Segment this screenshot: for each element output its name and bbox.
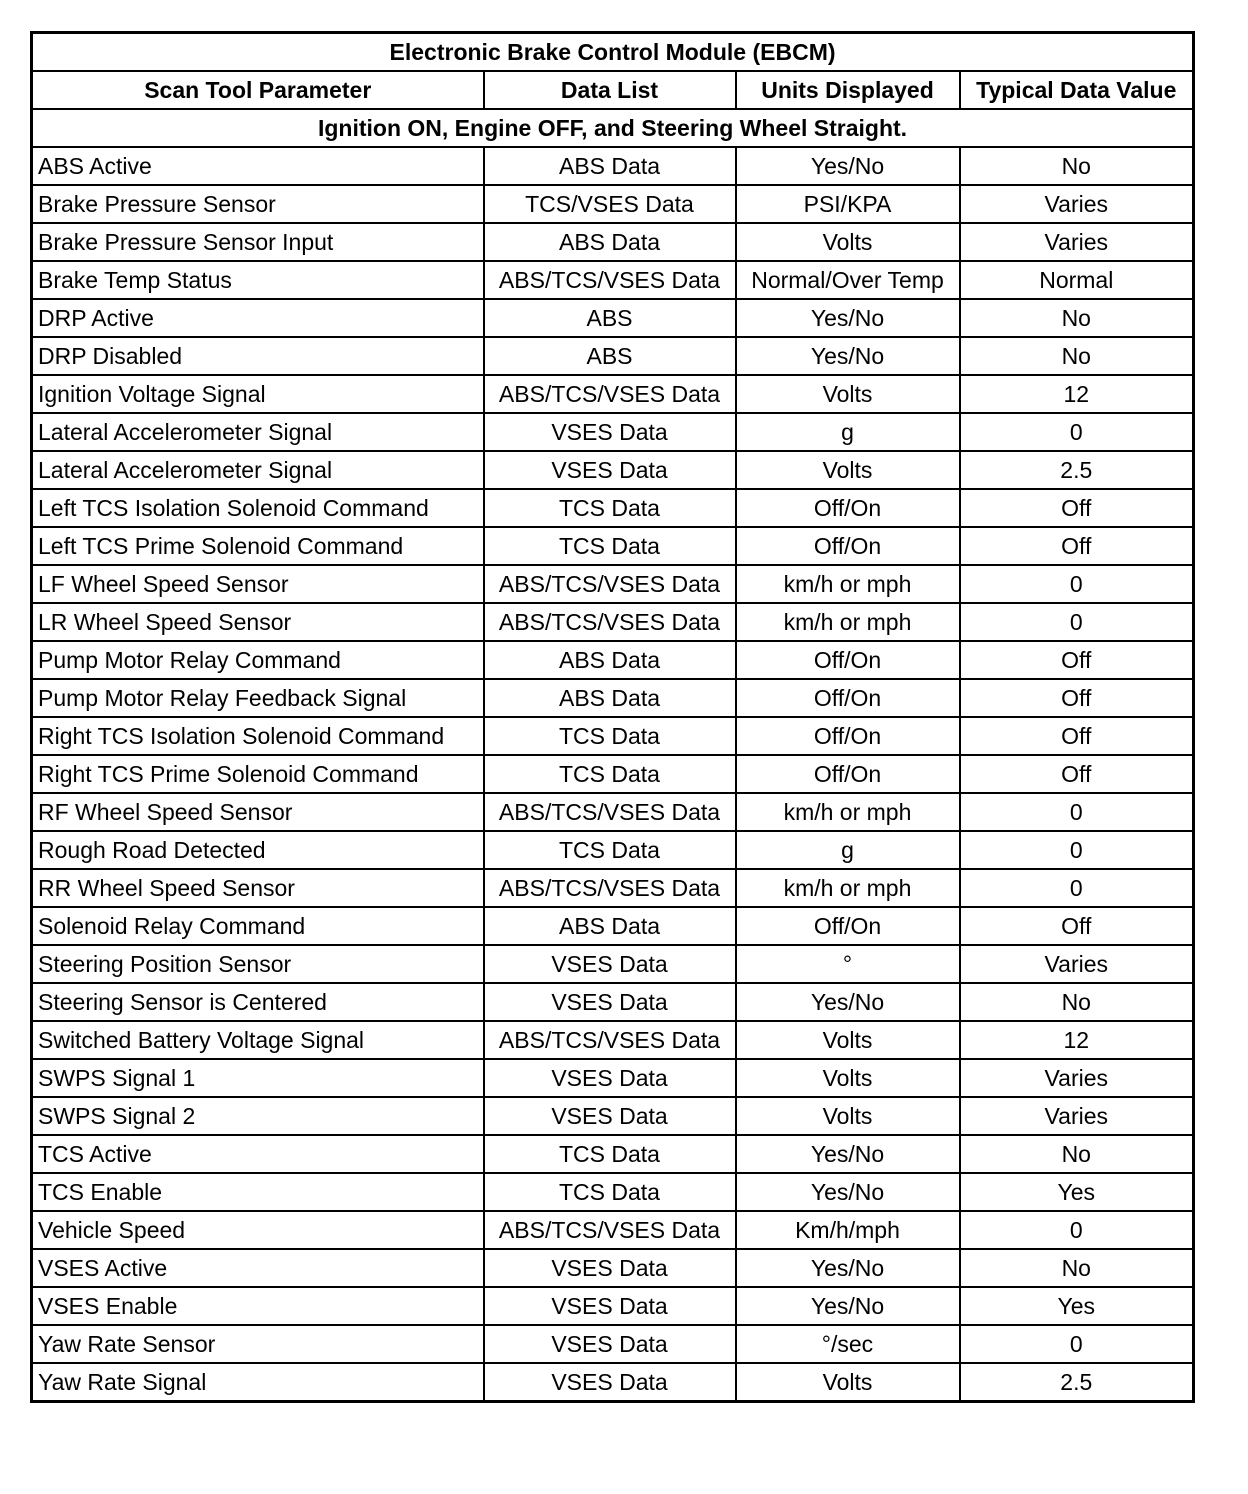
table-row (32, 565, 1194, 603)
table-row (32, 223, 1194, 261)
cell-data-list: ABS Data (484, 641, 736, 679)
cell-data-list: ABS/TCS/VSES Data (484, 793, 736, 831)
cell-units: Volts (736, 1021, 960, 1059)
cell-parameter: Right TCS Isolation Solenoid Command (32, 717, 484, 755)
cell-data-list: TCS Data (484, 717, 736, 755)
table-row (32, 451, 1194, 489)
cell-units: Yes/No (736, 1135, 960, 1173)
cell-parameter: Steering Position Sensor (32, 945, 484, 983)
cell-units: km/h or mph (736, 869, 960, 907)
cell-data-list: TCS Data (484, 831, 736, 869)
cell-data-list: VSES Data (484, 945, 736, 983)
cell-data-list: ABS/TCS/VSES Data (484, 375, 736, 413)
cell-parameter: LR Wheel Speed Sensor (32, 603, 484, 641)
cell-parameter: Vehicle Speed (32, 1211, 484, 1249)
cell-parameter: Brake Temp Status (32, 261, 484, 299)
table-row (32, 983, 1194, 1021)
cell-data-list: ABS/TCS/VSES Data (484, 1211, 736, 1249)
cell-units: Volts (736, 1059, 960, 1097)
cell-typical-value: 0 (960, 565, 1194, 603)
cell-units: Off/On (736, 527, 960, 565)
table-row (32, 1363, 1194, 1402)
cell-data-list: TCS Data (484, 1135, 736, 1173)
cell-typical-value: Varies (960, 1059, 1194, 1097)
cell-typical-value: No (960, 147, 1194, 185)
table-row (32, 641, 1194, 679)
cell-typical-value: 2.5 (960, 451, 1194, 489)
cell-parameter: RR Wheel Speed Sensor (32, 869, 484, 907)
header-data-list: Data List (484, 71, 736, 109)
cell-units: Volts (736, 375, 960, 413)
cell-typical-value: 0 (960, 793, 1194, 831)
cell-units: Yes/No (736, 1249, 960, 1287)
cell-units: Off/On (736, 907, 960, 945)
cell-parameter: Yaw Rate Sensor (32, 1325, 484, 1363)
cell-parameter: DRP Active (32, 299, 484, 337)
cell-parameter: Pump Motor Relay Command (32, 641, 484, 679)
cell-typical-value: Off (960, 679, 1194, 717)
cell-typical-value: Off (960, 717, 1194, 755)
cell-typical-value: No (960, 1249, 1194, 1287)
cell-data-list: VSES Data (484, 1249, 736, 1287)
table-row (32, 603, 1194, 641)
table-row (32, 1325, 1194, 1363)
cell-data-list: TCS Data (484, 1173, 736, 1211)
cell-typical-value: Normal (960, 261, 1194, 299)
cell-typical-value: Off (960, 755, 1194, 793)
cell-typical-value: No (960, 983, 1194, 1021)
table-row (32, 1097, 1194, 1135)
title-row (32, 33, 1194, 72)
cell-data-list: TCS Data (484, 527, 736, 565)
cell-typical-value: Off (960, 527, 1194, 565)
table-row (32, 299, 1194, 337)
cell-units: Off/On (736, 755, 960, 793)
table-row (32, 527, 1194, 565)
cell-units: Normal/Over Temp (736, 261, 960, 299)
cell-data-list: ABS/TCS/VSES Data (484, 869, 736, 907)
table-row (32, 907, 1194, 945)
cell-units: Volts (736, 1363, 960, 1402)
cell-parameter: Rough Road Detected (32, 831, 484, 869)
cell-units: km/h or mph (736, 793, 960, 831)
cell-typical-value: No (960, 1135, 1194, 1173)
table-row (32, 489, 1194, 527)
table-row (32, 261, 1194, 299)
cell-parameter: SWPS Signal 2 (32, 1097, 484, 1135)
table-row (32, 945, 1194, 983)
table-row (32, 337, 1194, 375)
cell-typical-value: 0 (960, 603, 1194, 641)
cell-data-list: VSES Data (484, 1363, 736, 1402)
cell-units: g (736, 831, 960, 869)
cell-parameter: TCS Enable (32, 1173, 484, 1211)
cell-units: Yes/No (736, 299, 960, 337)
cell-units: Km/h/mph (736, 1211, 960, 1249)
cell-typical-value: Off (960, 641, 1194, 679)
header-typical-data-value: Typical Data Value (960, 71, 1194, 109)
cell-typical-value: Varies (960, 1097, 1194, 1135)
table-title: Electronic Brake Control Module (EBCM) (32, 33, 1194, 72)
table-row (32, 185, 1194, 223)
test-condition: Ignition ON, Engine OFF, and Steering Wheel Straight. (32, 109, 1194, 147)
cell-parameter: TCS Active (32, 1135, 484, 1173)
cell-units: km/h or mph (736, 565, 960, 603)
cell-parameter: VSES Enable (32, 1287, 484, 1325)
table-row (32, 1173, 1194, 1211)
cell-units: Yes/No (736, 1287, 960, 1325)
table-row (32, 413, 1194, 451)
cell-parameter: LF Wheel Speed Sensor (32, 565, 484, 603)
cell-parameter: Solenoid Relay Command (32, 907, 484, 945)
cell-data-list: VSES Data (484, 1287, 736, 1325)
cell-units: Yes/No (736, 983, 960, 1021)
cell-data-list: ABS/TCS/VSES Data (484, 603, 736, 641)
cell-typical-value: Varies (960, 223, 1194, 261)
table-row (32, 793, 1194, 831)
table-row (32, 375, 1194, 413)
table-row (32, 1135, 1194, 1173)
cell-data-list: TCS Data (484, 489, 736, 527)
cell-typical-value: 0 (960, 869, 1194, 907)
cell-units: Yes/No (736, 337, 960, 375)
cell-parameter: Left TCS Isolation Solenoid Command (32, 489, 484, 527)
cell-parameter: Right TCS Prime Solenoid Command (32, 755, 484, 793)
cell-data-list: ABS/TCS/VSES Data (484, 1021, 736, 1059)
cell-typical-value: 12 (960, 375, 1194, 413)
cell-parameter: Ignition Voltage Signal (32, 375, 484, 413)
cell-parameter: Pump Motor Relay Feedback Signal (32, 679, 484, 717)
cell-data-list: ABS (484, 337, 736, 375)
cell-data-list: VSES Data (484, 1097, 736, 1135)
cell-data-list: ABS Data (484, 679, 736, 717)
cell-data-list: ABS/TCS/VSES Data (484, 261, 736, 299)
cell-typical-value: Off (960, 907, 1194, 945)
table-row (32, 831, 1194, 869)
cell-parameter: RF Wheel Speed Sensor (32, 793, 484, 831)
cell-typical-value: Varies (960, 185, 1194, 223)
cell-data-list: ABS Data (484, 907, 736, 945)
cell-units: Off/On (736, 641, 960, 679)
cell-data-list: ABS Data (484, 147, 736, 185)
cell-typical-value: 0 (960, 831, 1194, 869)
cell-data-list: VSES Data (484, 1059, 736, 1097)
table-row (32, 755, 1194, 793)
cell-units: Volts (736, 451, 960, 489)
header-units-displayed: Units Displayed (736, 71, 960, 109)
cell-units: Volts (736, 1097, 960, 1135)
table-row (32, 717, 1194, 755)
cell-parameter: Steering Sensor is Centered (32, 983, 484, 1021)
cell-data-list: VSES Data (484, 1325, 736, 1363)
cell-units: °/sec (736, 1325, 960, 1363)
cell-units: Yes/No (736, 1173, 960, 1211)
cell-units: km/h or mph (736, 603, 960, 641)
cell-typical-value: Off (960, 489, 1194, 527)
header-scan-tool-parameter: Scan Tool Parameter (32, 71, 484, 109)
cell-parameter: Switched Battery Voltage Signal (32, 1021, 484, 1059)
cell-typical-value: Yes (960, 1173, 1194, 1211)
cell-typical-value: No (960, 299, 1194, 337)
header-row (32, 71, 1194, 109)
table-row (32, 1287, 1194, 1325)
table-row (32, 679, 1194, 717)
cell-data-list: TCS/VSES Data (484, 185, 736, 223)
table-row (32, 1211, 1194, 1249)
table-body (32, 147, 1194, 1402)
cell-parameter: Brake Pressure Sensor Input (32, 223, 484, 261)
cell-data-list: VSES Data (484, 983, 736, 1021)
cell-units: PSI/KPA (736, 185, 960, 223)
table-row (32, 1021, 1194, 1059)
cell-parameter: Lateral Accelerometer Signal (32, 451, 484, 489)
cell-data-list: ABS (484, 299, 736, 337)
cell-data-list: ABS Data (484, 223, 736, 261)
table-row (32, 1059, 1194, 1097)
cell-units: ° (736, 945, 960, 983)
condition-row (32, 109, 1194, 147)
cell-typical-value: 0 (960, 413, 1194, 451)
cell-parameter: Left TCS Prime Solenoid Command (32, 527, 484, 565)
cell-parameter: ABS Active (32, 147, 484, 185)
cell-units: g (736, 413, 960, 451)
cell-parameter: Yaw Rate Signal (32, 1363, 484, 1402)
cell-typical-value: Varies (960, 945, 1194, 983)
cell-parameter: VSES Active (32, 1249, 484, 1287)
cell-units: Off/On (736, 717, 960, 755)
cell-units: Volts (736, 223, 960, 261)
cell-data-list: VSES Data (484, 413, 736, 451)
cell-typical-value: Yes (960, 1287, 1194, 1325)
table-row (32, 869, 1194, 907)
cell-parameter: Brake Pressure Sensor (32, 185, 484, 223)
table-row (32, 147, 1194, 185)
table-row (32, 1249, 1194, 1287)
cell-data-list: VSES Data (484, 451, 736, 489)
cell-units: Yes/No (736, 147, 960, 185)
cell-typical-value: 2.5 (960, 1363, 1194, 1402)
cell-data-list: TCS Data (484, 755, 736, 793)
ebcm-data-table (30, 31, 1195, 1403)
cell-units: Off/On (736, 489, 960, 527)
cell-typical-value: 0 (960, 1325, 1194, 1363)
cell-typical-value: 12 (960, 1021, 1194, 1059)
cell-units: Off/On (736, 679, 960, 717)
cell-typical-value: No (960, 337, 1194, 375)
cell-parameter: DRP Disabled (32, 337, 484, 375)
cell-data-list: ABS/TCS/VSES Data (484, 565, 736, 603)
cell-typical-value: 0 (960, 1211, 1194, 1249)
cell-parameter: Lateral Accelerometer Signal (32, 413, 484, 451)
cell-parameter: SWPS Signal 1 (32, 1059, 484, 1097)
